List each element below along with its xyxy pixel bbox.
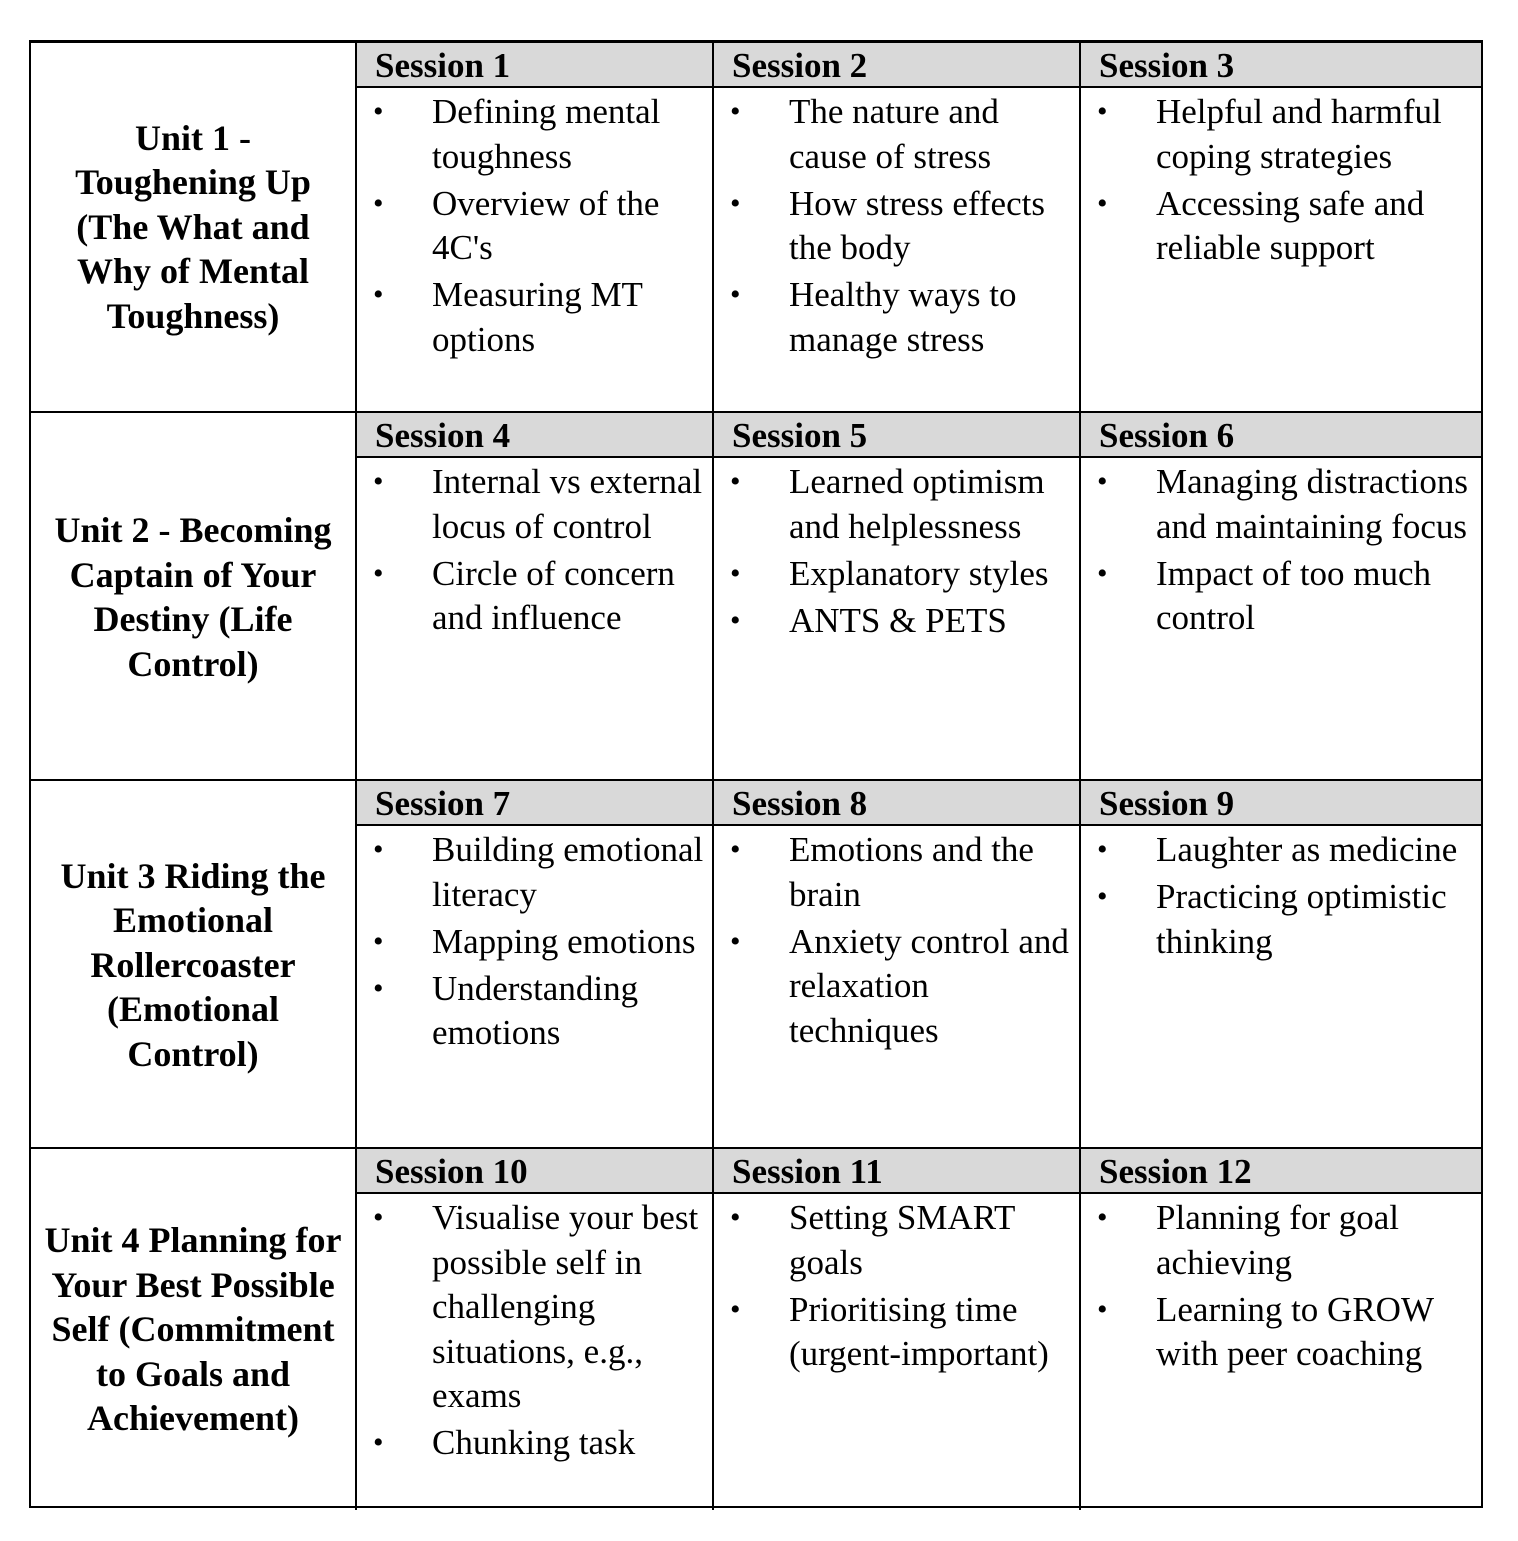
bullet-icon: • [730,924,741,958]
topic-item [714,1196,1079,1285]
topic-text: Managing distractions and maintaining focus [1156,462,1469,546]
bullet-icon: • [730,186,741,220]
bullet-icon: • [373,971,384,1005]
unit-row-1 [31,43,1481,411]
topic-item [357,182,712,271]
bullet-icon: • [373,556,384,590]
topic-item [714,460,1079,549]
topic-item [357,273,712,362]
topic-text: Planning for goal achieving [1156,1198,1400,1282]
topic-list [714,1194,1079,1377]
topic-text: Defining mental toughness [432,92,661,176]
session-cell-9 [1081,781,1481,1149]
topic-item [714,273,1079,362]
unit-title: Unit 4 Planning for Your Best Possible Self (Commitment to Goals and Achievement) [44,1220,342,1439]
topic-item [714,828,1079,917]
topic-text: Emotions and the brain [789,830,1034,914]
topic-text: Setting SMART goals [789,1198,1015,1282]
unit-title: Unit 1 - Toughening Up (The What and Why of Mental Toughness) [75,117,311,336]
topic-item [357,460,712,549]
session-header: Session 11 [714,1149,1079,1194]
topic-list [357,458,712,641]
session-header: Session 4 [357,413,712,458]
session-cell-10 [357,1149,714,1510]
topic-text: Practicing optimistic thinking [1156,877,1447,961]
session-header: Session 8 [714,781,1079,826]
bullet-icon: • [730,465,741,498]
topic-item [1081,875,1481,964]
session-header: Session 5 [714,413,1079,458]
topic-item [1081,552,1481,641]
topic-text: Measuring MT options [432,275,643,359]
unit-title: Unit 2 - Becoming Captain of Your Destiny (Life Control) [54,510,332,684]
unit-row-4 [31,1147,1481,1510]
topic-text: Prioritising time (urgent-important) [789,1289,1049,1373]
session-cell-1 [357,43,714,411]
bullet-icon: • [730,833,741,866]
topic-list [357,88,712,362]
bullet-icon: • [1097,465,1108,498]
topic-list [1081,826,1481,964]
topic-text: Visualise your best possible self in challenging situations, e.g., exams [432,1198,699,1415]
bullet-icon: • [1097,880,1108,913]
topic-item [1081,1196,1481,1285]
session-cell-8 [714,781,1081,1149]
unit-title: Unit 3 Riding the Emotional Rollercoaster (Emotional Control) [60,855,326,1074]
bullet-icon: • [373,1426,384,1459]
bullet-icon: • [373,186,384,220]
session-header: Session 1 [357,43,712,88]
topic-item [357,1421,712,1466]
session-header: Session 9 [1081,781,1481,826]
topic-item [357,828,712,917]
session-cell-5 [714,413,1081,781]
session-cell-6 [1081,413,1481,781]
bullet-icon: • [373,924,384,958]
topic-text: Chunking task [432,1423,636,1462]
bullet-icon: • [373,278,384,311]
topic-item [714,552,1079,597]
bullet-icon: • [1097,95,1108,128]
unit-title-cell [31,781,357,1149]
bullet-icon: • [730,1201,741,1234]
topic-item [357,920,712,965]
bullet-icon: • [373,465,384,498]
topic-item [1081,828,1481,873]
topic-text: How stress effects the body [789,183,1045,267]
session-header: Session 12 [1081,1149,1481,1194]
session-header: Session 6 [1081,413,1481,458]
bullet-icon: • [1097,186,1108,220]
topic-item [357,1196,712,1419]
topic-text: Mapping emotions [432,921,696,961]
topic-list [357,1194,712,1466]
bullet-icon: • [730,95,741,128]
bullet-icon: • [373,1201,384,1234]
session-cell-12 [1081,1149,1481,1510]
topic-text: Impact of too much control [1156,553,1432,637]
topic-list [1081,1194,1481,1377]
session-cell-7 [357,781,714,1149]
unit-row-2 [31,411,1481,781]
topic-item [714,920,1079,1054]
topic-list [714,458,1079,643]
topic-text: Learned optimism and helplessness [789,462,1045,546]
topic-item [1081,90,1481,179]
topic-text: ANTS & PETS [789,600,1007,640]
unit-title-cell [31,1149,357,1510]
session-header: Session 2 [714,43,1079,88]
bullet-icon: • [730,556,741,590]
topic-list [714,826,1079,1053]
topic-text: Overview of the 4C's [432,183,660,267]
bullet-icon: • [1097,1292,1108,1326]
session-cell-11 [714,1149,1081,1510]
topic-text: Healthy ways to manage stress [789,275,1017,359]
topic-list [1081,88,1481,271]
topic-text: Building emotional literacy [432,830,704,914]
topic-list [1081,458,1481,641]
topic-text: Explanatory styles [789,553,1049,593]
topic-item [357,967,712,1056]
unit-title-cell [31,413,357,781]
topic-item [714,1288,1079,1377]
topic-list [714,88,1079,362]
session-header: Session 7 [357,781,712,826]
session-cell-4 [357,413,714,781]
bullet-icon: • [373,95,384,128]
bullet-icon: • [1097,833,1108,866]
bullet-icon: • [730,1292,741,1326]
topic-text: Circle of concern and influence [432,553,675,637]
bullet-icon: • [1097,1201,1108,1234]
topic-item [714,182,1079,271]
topic-item [714,90,1079,179]
topic-text: Learning to GROW with peer coaching [1156,1289,1434,1373]
topic-text: Helpful and harmful coping strategies [1156,92,1442,176]
bullet-icon: • [730,603,741,637]
curriculum-table [29,40,1483,1508]
topic-item [357,552,712,641]
topic-item [1081,182,1481,271]
bullet-icon: • [373,833,384,866]
topic-text: Anxiety control and relaxation techniques [789,921,1069,1050]
topic-text: Internal vs external locus of control [432,462,703,546]
topic-item [357,90,712,179]
topic-text: The nature and cause of stress [789,92,999,176]
unit-title-cell [31,43,357,411]
bullet-icon: • [1097,556,1108,590]
topic-item [714,599,1079,644]
topic-item [1081,460,1481,549]
session-cell-2 [714,43,1081,411]
topic-text: Laughter as medicine [1156,830,1458,869]
unit-row-3 [31,779,1481,1149]
topic-text: Accessing safe and reliable support [1156,183,1425,267]
bullet-icon: • [730,278,741,311]
session-cell-3 [1081,43,1481,411]
session-header: Session 10 [357,1149,712,1194]
topic-item [1081,1288,1481,1377]
session-header: Session 3 [1081,43,1481,88]
topic-list [357,826,712,1056]
topic-text: Understanding emotions [432,968,639,1052]
